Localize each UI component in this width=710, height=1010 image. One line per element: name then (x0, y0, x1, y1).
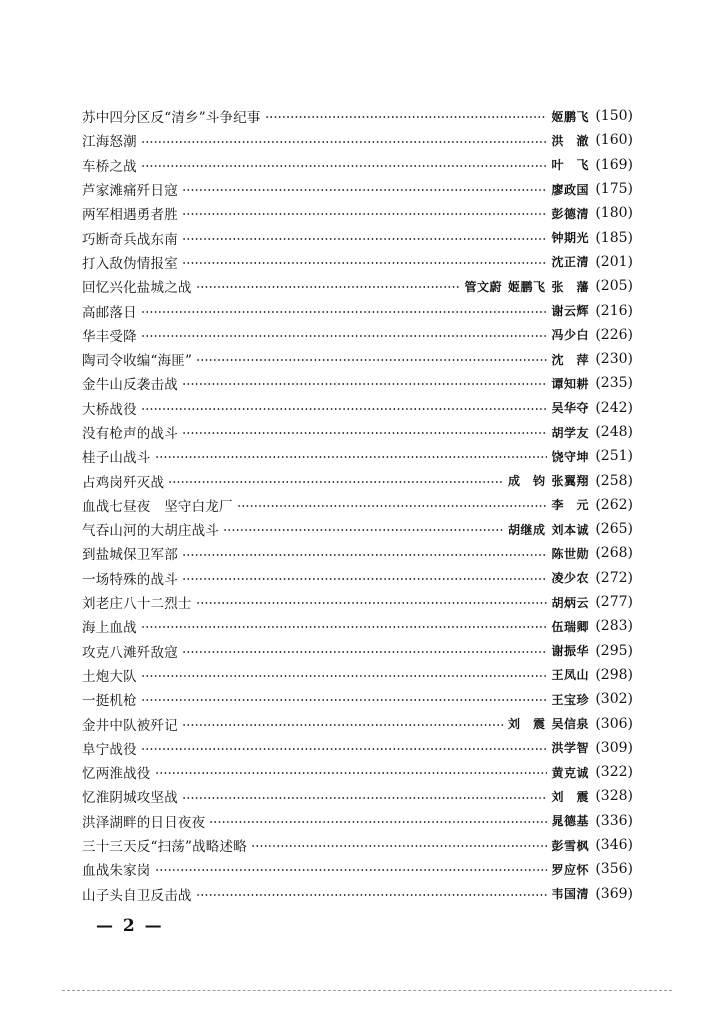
dot-leader (168, 473, 504, 488)
bottom-divider (62, 990, 672, 991)
toc-entry-page: (248) (595, 424, 633, 440)
toc-entry (82, 687, 633, 711)
toc-entry-title: 洪泽湖畔的日日夜夜 (82, 814, 206, 831)
toc-entry (82, 566, 633, 590)
toc-entry-title: 阜宁战役 (82, 741, 137, 758)
toc-entry-title: 苏中四分区反“清乡”斗争纪事 (82, 110, 261, 127)
toc-entry-title: 海上血战 (82, 620, 137, 637)
dot-leader (182, 570, 548, 585)
toc-entry (82, 882, 633, 906)
toc-entry-author: 胡炳云 (551, 595, 589, 610)
toc-entry-author: 李 元 (551, 498, 589, 513)
toc-entry-title: 血战朱家岗 (82, 863, 151, 880)
toc-entry (82, 347, 633, 371)
toc-entry (82, 711, 633, 735)
toc-entry-author: 王凤山 (551, 668, 589, 683)
toc-entry-page: (295) (595, 642, 633, 659)
toc-entry (82, 614, 633, 638)
dot-leader (182, 182, 548, 197)
toc-entry (82, 444, 633, 468)
dot-leader (196, 352, 547, 367)
toc-entry-title: 桂子山战斗 (82, 450, 151, 467)
toc-entry-author: 张翼翔 (551, 474, 589, 489)
dot-leader (251, 838, 548, 853)
toc-entry (82, 323, 633, 347)
toc-entry-title: 忆淮阴城攻坚战 (82, 790, 178, 807)
toc-entry-title: 刘老庄八十二烈士 (82, 596, 192, 613)
toc-entry-page: (283) (595, 618, 633, 635)
toc-entry-author: 张 藩 (551, 279, 589, 294)
dot-leader (182, 376, 548, 391)
toc-entry-title: 山子头自卫反击战 (82, 887, 192, 904)
toc-entry (82, 104, 633, 128)
toc-entry-author: 彭雪枫 (551, 838, 589, 853)
dot-leader (141, 303, 548, 318)
toc-entry (82, 736, 633, 760)
toc-entry-page: (262) (595, 496, 633, 513)
dot-leader (182, 716, 504, 731)
toc-entry-page: (268) (595, 545, 633, 562)
toc-entry-page: (180) (595, 205, 633, 222)
toc-entry-title: 华丰受降 (82, 328, 137, 345)
toc-entry-title: 高邮落日 (82, 304, 137, 321)
dot-leader (155, 449, 548, 464)
toc-entry (82, 590, 633, 614)
toc-entry-author: 黄克诚 (551, 765, 589, 780)
toc-entry-page: (175) (595, 181, 633, 198)
dot-leader (141, 692, 548, 707)
dot-leader (196, 886, 548, 901)
dot-leader (182, 230, 548, 245)
toc-entry-title: 没有枪声的战斗 (82, 426, 178, 442)
toc-entry-title: 回忆兴化盐城之战 (82, 280, 192, 297)
toc-entry (82, 760, 633, 784)
dot-leader (223, 522, 504, 537)
toc-entry (82, 225, 633, 249)
toc-entry-author: 沈 萍 (551, 352, 589, 367)
toc-entry-page: (306) (595, 715, 633, 732)
dot-leader (182, 789, 548, 804)
toc-entry (82, 541, 633, 565)
toc-entry-title: 攻克八滩歼敌寇 (82, 644, 178, 661)
toc-entry (82, 250, 633, 274)
toc-entry-author: 管文蔚 (464, 279, 502, 294)
page-number: — 2 — (96, 916, 164, 936)
dot-leader (141, 327, 548, 342)
toc-entry-page: (302) (595, 691, 633, 708)
toc-entry-page: (298) (595, 666, 633, 683)
toc-entry (82, 809, 633, 833)
dot-leader (182, 425, 548, 440)
toc-entry-title: 三十三天反“扫荡”战略述略 (82, 839, 247, 856)
toc-entry (82, 177, 633, 201)
toc-entry (82, 274, 633, 298)
dot-leader (155, 765, 548, 780)
dot-leader (182, 643, 548, 658)
toc-entry (82, 468, 633, 492)
toc-entry-author: 刘 震 (551, 789, 589, 804)
toc-entry-author: 伍瑞卿 (551, 619, 589, 634)
toc-entry-author: 胡继成 (507, 522, 546, 537)
dot-leader (141, 133, 548, 148)
toc-entry-page: (272) (595, 569, 633, 586)
toc-entry-author: 谭知耕 (551, 376, 589, 391)
dot-leader (182, 206, 548, 221)
dot-leader (237, 497, 548, 512)
toc-entry-author: 谢云辉 (551, 304, 589, 319)
table-of-contents (82, 104, 633, 906)
toc-entry-page: (205) (595, 278, 633, 295)
dot-leader (265, 109, 548, 124)
toc-entry-page: (242) (595, 399, 633, 416)
toc-entry (82, 201, 633, 225)
toc-entry-page: (150) (595, 108, 633, 125)
toc-entry-title: 陶司令收编“海匪” (82, 353, 193, 370)
toc-entry-page: (265) (595, 521, 633, 538)
toc-entry-title: 气吞山河的大胡庄战斗 (82, 523, 219, 540)
toc-entry-title: 土炮大队 (82, 668, 137, 685)
toc-entry-page: (226) (595, 326, 633, 343)
toc-entry-page: (346) (595, 837, 633, 854)
toc-entry-author: 沈正清 (551, 255, 589, 270)
toc-entry-author: 凌少农 (551, 571, 589, 586)
toc-entry-title: 金牛山反袭击战 (82, 377, 178, 394)
dot-leader (141, 157, 548, 172)
toc-entry-author: 成 钧 (507, 474, 546, 489)
toc-entry-page: (258) (595, 472, 633, 489)
toc-entry (82, 639, 633, 663)
toc-entry-author: 彭德清 (551, 206, 589, 221)
toc-entry-author: 晁德基 (551, 814, 589, 829)
toc-entry-page: (251) (595, 448, 633, 465)
toc-entry-page: (160) (595, 132, 633, 149)
toc-entry-page: (201) (595, 253, 633, 270)
toc-entry-author: 饶守坤 (551, 449, 589, 464)
toc-entry-author: 叶 飞 (551, 158, 589, 173)
toc-entry-author: 吴信泉 (551, 717, 589, 732)
toc-entry-page: (328) (595, 788, 633, 805)
dot-leader (196, 279, 461, 294)
dot-leader (155, 862, 548, 877)
toc-entry-title: 一挺机枪 (82, 693, 137, 710)
toc-entry (82, 420, 633, 444)
toc-entry-title: 金井中队被歼记 (82, 717, 178, 734)
toc-entry-title: 芦家滩痛歼日寇 (82, 183, 178, 200)
toc-entry-page: (235) (595, 375, 633, 392)
toc-entry (82, 128, 633, 152)
toc-entry-page: (356) (595, 861, 633, 878)
toc-entry-author: 罗应怀 (551, 862, 589, 877)
toc-entry-author: 洪 澈 (551, 133, 589, 148)
toc-entry (82, 517, 633, 541)
toc-entry-title: 一场特殊的战斗 (82, 571, 178, 588)
dot-leader (196, 595, 548, 610)
toc-entry-title: 血战七昼夜 坚守白龙厂 (82, 498, 233, 515)
toc-entry-page: (369) (595, 885, 633, 902)
toc-entry-title: 巧断奇兵战东南 (82, 231, 178, 248)
toc-entry (82, 371, 633, 395)
toc-entry-title: 忆两淮战役 (82, 766, 151, 783)
toc-entry-author: 姬鹏飞 (551, 109, 589, 124)
toc-entry-author: 冯少白 (551, 328, 589, 343)
toc-entry-author: 廖政国 (551, 182, 589, 197)
dot-leader (141, 740, 548, 755)
toc-entry-title: 大桥战役 (82, 401, 137, 418)
toc-entry-author: 韦国清 (551, 887, 589, 902)
toc-entry-title: 到盐城保卫军部 (82, 547, 178, 564)
toc-entry (82, 833, 633, 857)
dot-leader (141, 400, 548, 415)
dot-leader (209, 813, 547, 828)
toc-entry-title: 两军相遇勇者胜 (82, 207, 178, 224)
toc-entry-author: 谢振华 (551, 644, 589, 659)
toc-entry-page: (169) (595, 156, 633, 173)
dot-leader (182, 546, 548, 561)
toc-entry-author: 洪学智 (551, 741, 589, 756)
toc-entry-title: 打入敌伪情报室 (82, 255, 178, 272)
toc-entry (82, 396, 633, 420)
toc-entry (82, 784, 633, 808)
toc-entry (82, 663, 633, 687)
toc-entry (82, 298, 633, 322)
toc-entry-author: 陈世勋 (551, 546, 589, 561)
toc-entry-author: 姬鹏飞 (507, 279, 546, 294)
toc-entry-page: (322) (595, 764, 633, 781)
toc-entry-author: 吴华夺 (551, 401, 589, 416)
toc-entry-author: 胡学友 (551, 425, 589, 440)
dot-leader (182, 255, 548, 270)
dot-leader (141, 668, 548, 683)
toc-entry-title: 江海怒潮 (82, 134, 137, 151)
toc-entry (82, 493, 633, 517)
toc-entry (82, 857, 633, 881)
toc-entry-page: (216) (595, 302, 633, 319)
toc-entry-page: (309) (595, 739, 633, 756)
toc-entry-author: 刘 震 (507, 717, 546, 732)
toc-entry-title: 车桥之战 (82, 158, 137, 175)
toc-entry-author: 王宝珍 (551, 692, 589, 707)
toc-entry-author: 刘本诚 (551, 522, 589, 537)
toc-entry-page: (185) (595, 229, 633, 246)
toc-entry-page: (230) (595, 351, 633, 368)
toc-entry-title: 占鸡岗歼灭战 (82, 474, 165, 491)
toc-entry-page: (336) (595, 812, 633, 829)
toc-entry (82, 153, 633, 177)
dot-leader (141, 619, 548, 634)
toc-entry-page: (277) (595, 594, 633, 611)
toc-entry-author: 钟期光 (551, 231, 589, 246)
